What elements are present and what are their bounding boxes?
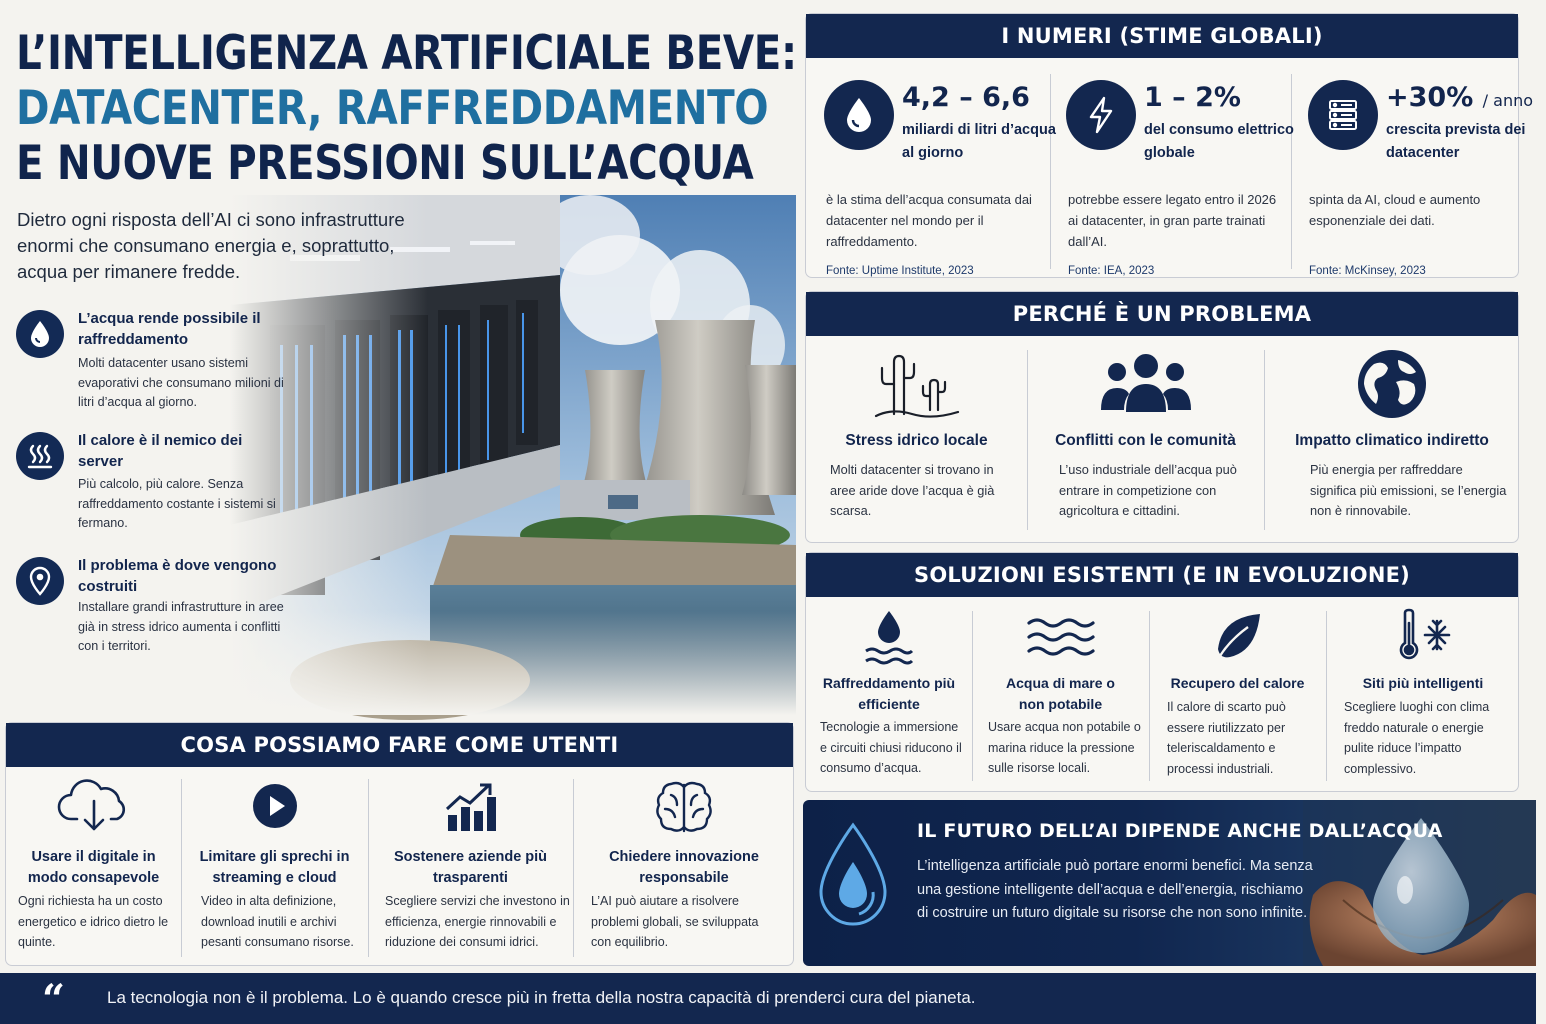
number-item bbox=[1291, 58, 1534, 278]
problem-item-desc: Più energia per raffreddare significa più emissioni, se l’energia non è rinnovabile. bbox=[1310, 462, 1507, 518]
quote-mark-icon: “ bbox=[42, 976, 66, 1023]
water-drop-icon bbox=[824, 80, 894, 150]
quote-text: La tecnologia non è il problema. Lo è quando cresce più in fretta della nostra capacità di prenderci cura del pianeta. bbox=[107, 988, 976, 1007]
problem-item-title: Stress idrico locale bbox=[845, 432, 988, 449]
problem-item-desc: Molti datacenter si trovano in aree aride dove l’acqua è già scarsa. bbox=[830, 462, 995, 518]
number-label: miliardi di litri d’acqua al giorno bbox=[902, 122, 1056, 161]
cactus-icon bbox=[806, 350, 1027, 422]
problem-item bbox=[1264, 336, 1520, 541]
number-desc: potrebbe essere legato entro il 2026 ai datacenter, in gran parte trainati dall’AI. bbox=[1068, 192, 1277, 249]
number-value bbox=[1386, 82, 1533, 113]
user-tip bbox=[6, 767, 181, 965]
quote-footer bbox=[0, 973, 1536, 1024]
play-icon bbox=[181, 783, 368, 829]
user-tip bbox=[368, 767, 573, 965]
number-source: Fonte: IEA, 2023 bbox=[1068, 265, 1155, 277]
solution-item-desc: Scegliere luoghi con clima freddo naturale o energie pulite riduce l’impatto complessivo. bbox=[1344, 700, 1490, 776]
numbers-panel bbox=[805, 13, 1534, 278]
solution-item-desc: Il calore di scarto può essere riutilizzato per teleriscaldamento e processi industriali. bbox=[1167, 700, 1286, 776]
cloud-download-icon bbox=[6, 779, 181, 833]
solution-item bbox=[1326, 597, 1520, 792]
thermometer-snow-icon bbox=[1326, 609, 1520, 663]
user-tip-title: Limitare gli sprechi in streaming e cloud bbox=[199, 849, 350, 886]
number-value: 4,2 – 6,6 bbox=[902, 82, 1030, 113]
brain-icon bbox=[573, 779, 795, 835]
user-tip-desc: Ogni richiesta ha un costo energetico e idrico dietro le quinte. bbox=[18, 894, 169, 949]
number-label: crescita prevista dei datacenter bbox=[1386, 122, 1526, 161]
future-banner bbox=[803, 800, 1536, 966]
solution-item-desc: Usare acqua non potabile o marina riduce la pressione sulle risorse locali. bbox=[988, 720, 1141, 775]
title-line-2: DATACENTER, RAFFREDDAMENTO bbox=[16, 81, 769, 136]
feature-title: L’acqua rende possibile il raffreddamento bbox=[78, 310, 261, 348]
page-title bbox=[16, 26, 797, 191]
solution-item-title: Raffreddamento più efficiente bbox=[822, 675, 956, 712]
user-tip bbox=[573, 767, 795, 965]
community-icon bbox=[1027, 350, 1264, 414]
number-desc: spinta da AI, cloud e aumento esponenziale dei dati. bbox=[1309, 192, 1481, 228]
solution-item-desc: Tecnologie a immersione e circuiti chiusi riducono il consumo d’acqua. bbox=[820, 720, 962, 775]
number-value: 1 – 2% bbox=[1144, 82, 1241, 113]
problem-panel bbox=[805, 291, 1519, 543]
title-line-1: L’INTELLIGENZA ARTIFICIALE BEVE: bbox=[16, 26, 797, 81]
user-tip bbox=[181, 767, 368, 965]
number-unit: / anno bbox=[1482, 91, 1534, 110]
solution-item-title: Acqua di mare o non potabile bbox=[1006, 675, 1115, 712]
user-tip-title: Chiedere innovazione responsabile bbox=[609, 849, 759, 886]
feature-desc: Installare grandi infrastrutture in aree già in stress idrico aumenta i conflitti con i territori. bbox=[78, 600, 284, 653]
server-icon bbox=[1308, 80, 1378, 150]
solution-item-title: Siti più intelligenti bbox=[1362, 675, 1484, 691]
number-item bbox=[1050, 58, 1294, 278]
solution-item bbox=[972, 597, 1149, 792]
problem-item bbox=[1027, 336, 1264, 541]
problem-item bbox=[806, 336, 1027, 541]
title-line-3: E NUOVE PRESSIONI SULL’ACQUA bbox=[16, 136, 754, 191]
hero-subtitle: Dietro ogni risposta dell’AI ci sono infrastrutture enormi che consumano energia e, soprattutto, acqua per rimanere fredde. bbox=[17, 209, 405, 282]
problem-item-title: Conflitti con le comunità bbox=[1055, 432, 1236, 449]
feature-desc: Molti datacenter usano sistemi evaporativi che consumano milioni di litri d’acqua al giorno. bbox=[78, 356, 284, 409]
future-title: IL FUTURO DELL’AI DIPENDE ANCHE DALL’ACQUA bbox=[917, 820, 1443, 842]
feature-cooling bbox=[16, 308, 286, 418]
future-text: L’intelligenza artificiale può portare enormi benefici. Ma senza una gestione intelligente dell’acqua e dell’energia, rischiamo di costruire un futuro digitale su risorse che non sono infinite. bbox=[917, 858, 1313, 921]
user-tip-title: Sostenere aziende più trasparenti bbox=[393, 849, 548, 886]
number-source: Fonte: Uptime Institute, 2023 bbox=[826, 265, 974, 277]
problem-item-desc: L’uso industriale dell’acqua può entrare in competizione con agricoltura e cittadini. bbox=[1059, 462, 1237, 518]
number-desc: è la stima dell’acqua consumata dai datacenter nel mondo per il raffreddamento. bbox=[826, 192, 1032, 249]
location-pin-icon bbox=[16, 557, 64, 605]
water-drop-waves-icon bbox=[806, 609, 972, 667]
user-tip-desc: Scegliere servizi che investono in efficienza, energie rinnovabili e riduzione dei consumi idrici. bbox=[385, 894, 570, 949]
lightning-icon bbox=[1066, 80, 1136, 150]
feature-location bbox=[16, 555, 286, 665]
users-panel bbox=[5, 722, 794, 966]
solutions-panel bbox=[805, 552, 1519, 792]
heat-icon bbox=[16, 432, 64, 480]
solutions-title: SOLUZIONI ESISTENTI (E IN EVOLUZIONE) bbox=[806, 553, 1518, 597]
water-drop-icon bbox=[817, 822, 889, 930]
user-tip-title: Usare il digitale in modo consapevole bbox=[27, 849, 160, 886]
globe-icon bbox=[1264, 348, 1520, 420]
solution-item bbox=[1149, 597, 1326, 792]
problem-title: PERCHÉ È UN PROBLEMA bbox=[806, 292, 1518, 336]
water-drop-icon bbox=[16, 310, 64, 358]
feature-title: Il calore è il nemico dei server bbox=[78, 432, 243, 470]
sea-waves-icon bbox=[972, 615, 1149, 661]
solution-item bbox=[806, 597, 972, 792]
numbers-title: I NUMERI (STIME GLOBALI) bbox=[806, 14, 1518, 58]
feature-heat bbox=[16, 430, 286, 540]
problem-item-title: Impatto climatico indiretto bbox=[1295, 432, 1489, 449]
number-item bbox=[806, 58, 1056, 278]
number-value-main: +30% bbox=[1386, 82, 1474, 113]
user-tip-desc: Video in alta definizione, download inutili e archivi pesanti consumano risorse. bbox=[201, 894, 354, 949]
leaf-icon bbox=[1149, 611, 1326, 665]
users-title: COSA POSSIAMO FARE COME UTENTI bbox=[6, 723, 793, 767]
solution-item-title: Recupero del calore bbox=[1170, 675, 1305, 691]
number-label: del consumo elettrico globale bbox=[1144, 122, 1294, 161]
number-source: Fonte: McKinsey, 2023 bbox=[1309, 265, 1426, 277]
user-tip-desc: L’AI può aiutare a risolvere problemi globali, se sviluppata con equilibrio. bbox=[591, 894, 759, 949]
growth-chart-icon bbox=[368, 781, 573, 835]
feature-title: Il problema è dove vengono costruiti bbox=[78, 557, 277, 595]
feature-desc: Più calcolo, più calore. Senza raffreddamento costante i sistemi si fermano. bbox=[78, 477, 276, 530]
